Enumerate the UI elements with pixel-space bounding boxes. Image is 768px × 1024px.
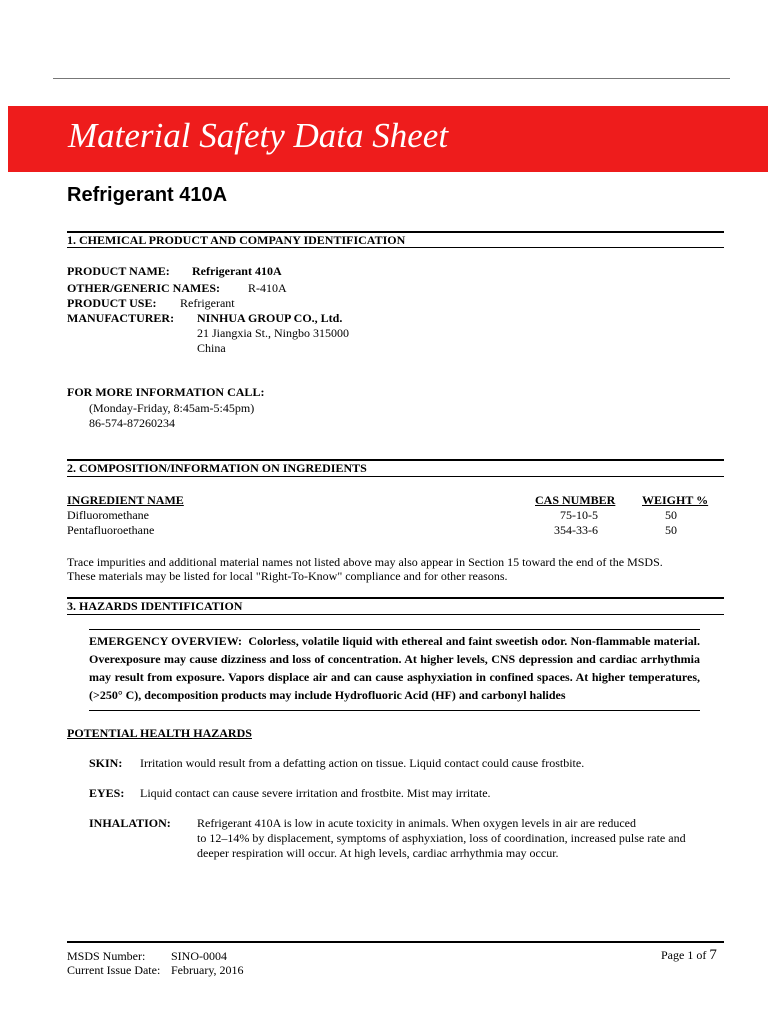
inhalation-line2: to 12–14% by displacement, symptoms of asphyxiation, loss of coordination, increased pulse rate and — [197, 831, 686, 845]
eyes-label: EYES: — [89, 786, 125, 800]
product-use-value: Refrigerant — [180, 296, 235, 310]
msds-number-label: MSDS Number: — [67, 949, 146, 963]
eyes-text: Liquid contact can cause severe irritation and frostbite. Mist may irritate. — [140, 786, 491, 800]
trace-note-line2: These materials may be listed for local "Right-To-Know" compliance and for other reasons. — [67, 569, 508, 583]
section3-bottom-rule — [67, 614, 724, 615]
issue-date-value: February, 2016 — [171, 963, 244, 977]
other-names-label: OTHER/GENERIC NAMES: — [67, 281, 221, 295]
manufacturer-label: MANUFACTURER: — [67, 311, 175, 325]
page-number-text: Page 1 of — [661, 948, 707, 962]
table-row — [67, 523, 715, 538]
emergency-text: Colorless, volatile liquid with ethereal and faint sweetish odor. Non-flammable material. Overexposure may cause dizziness and loss of concentration. At higher levels, CNS depression and cardiac arrhythmia may result from exposure. Vapors displace air and can cause asphyxiation in confined spaces. At higher temperatures, (>250° C), decomposition products may include Hydrofluoric Acid (HF) and carbonyl halides — [89, 634, 701, 702]
emergency-bottom-rule — [89, 710, 700, 711]
emergency-overview — [89, 632, 700, 704]
skin-text: Irritation would result from a defatting action on tissue. Liquid contact could cause frostbite. — [140, 756, 585, 770]
section2-bottom-rule — [67, 476, 724, 477]
manufacturer-address-line2: China — [197, 341, 226, 355]
msds-number-value: SINO-0004 — [171, 949, 227, 963]
top-rule — [53, 78, 730, 79]
ingredient-name: Pentafluoroethane — [67, 523, 155, 537]
ingredient-weight: 50 — [665, 523, 677, 537]
section1-bottom-rule — [67, 247, 724, 248]
page-number — [661, 947, 717, 964]
section1-heading: 1. CHEMICAL PRODUCT AND COMPANY IDENTIFICATION — [67, 233, 406, 247]
section2-heading: 2. COMPOSITION/INFORMATION ON INGREDIENTS — [67, 461, 367, 475]
other-names-value: R-410A — [248, 281, 287, 295]
section3-heading: 3. HAZARDS IDENTIFICATION — [67, 599, 243, 613]
ingredient-weight: 50 — [665, 508, 677, 522]
emergency-label: EMERGENCY OVERVIEW: — [89, 634, 243, 648]
product-use-label: PRODUCT USE: — [67, 296, 157, 310]
product-name-label: PRODUCT NAME: — [67, 264, 170, 278]
manufacturer-address-line1: 21 Jiangxia St., Ningbo 315000 — [197, 326, 349, 340]
col-cas-number: CAS NUMBER — [535, 493, 616, 507]
inhalation-line3: deeper respiration will occur. At high levels, cardiac arrhythmia may occur. — [197, 846, 559, 860]
inhalation-line1: Refrigerant 410A is low in acute toxicity in animals. When oxygen levels in air are reduced — [197, 816, 636, 830]
skin-label: SKIN: — [89, 756, 123, 770]
col-ingredient-name: INGREDIENT NAME — [67, 493, 184, 507]
product-title: Refrigerant 410A — [67, 184, 228, 206]
more-info-label: FOR MORE INFORMATION CALL: — [67, 385, 265, 399]
more-info-phone: 86-574-87260234 — [89, 416, 175, 430]
ingredient-name: Difluoromethane — [67, 508, 149, 522]
footer-rule — [67, 941, 724, 943]
ingredients-header-row — [67, 493, 715, 508]
product-name-value: Refrigerant 410A — [192, 264, 282, 278]
more-info-hours: (Monday-Friday, 8:45am-5:45pm) — [89, 401, 255, 415]
inhalation-label: INHALATION: — [89, 816, 171, 830]
ingredient-cas: 75-10-5 — [560, 508, 598, 522]
health-hazards-heading: POTENTIAL HEALTH HAZARDS — [67, 726, 252, 740]
emergency-top-rule — [89, 629, 700, 630]
issue-date-label: Current Issue Date: — [67, 963, 161, 977]
title-banner — [8, 106, 768, 172]
document-title: Material Safety Data Sheet — [68, 116, 449, 155]
trace-note-line1: Trace impurities and additional material names not listed above may also appear in Section 15 toward the end of the MSDS. — [67, 555, 663, 569]
ingredient-cas: 354-33-6 — [554, 523, 598, 537]
manufacturer-name: NINHUA GROUP CO., Ltd. — [197, 311, 343, 325]
table-row — [67, 508, 715, 523]
col-weight-percent: WEIGHT % — [642, 493, 709, 507]
page-total: 7 — [709, 947, 717, 963]
